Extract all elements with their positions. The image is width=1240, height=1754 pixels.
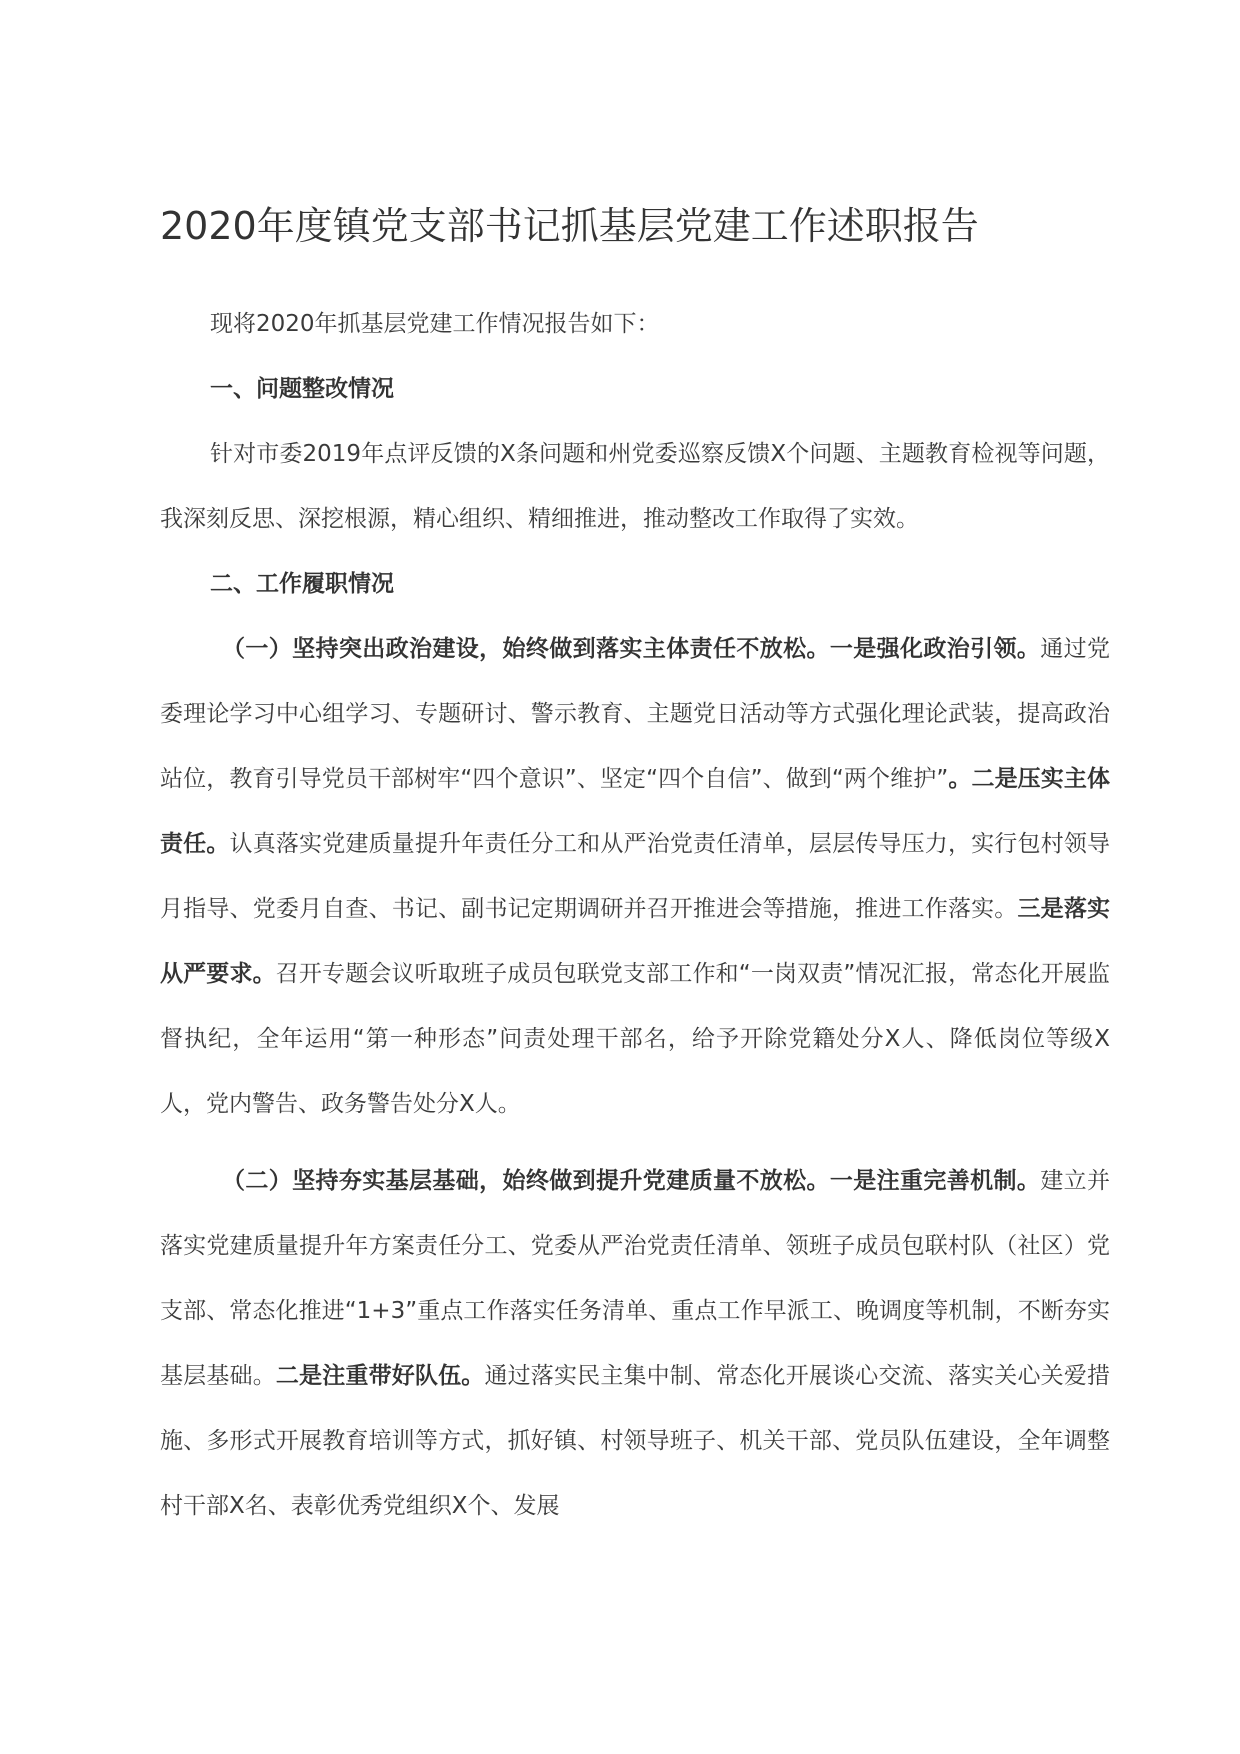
paragraph-text: 通过落实民主集中制、常态化开展谈心交流、落实关心关爱措施、多形式开展教育培训等方式，抓好镇、村领导班子、机关干部、党员队伍建设，全年调整村干部X名、表彰优秀党组织X个、发展	[160, 1363, 1111, 1519]
document-title: 2020年度镇党支部书记抓基层党建工作述职报告	[160, 204, 979, 248]
paragraph-bold-point: 。二是压实主体责任。	[160, 766, 1110, 857]
paragraph-text: 认真落实党建质量提升年责任分工和从严治党责任清单，层层传导压力，实行包村领导月指导、党委月自查、书记、副书记定期调研并召开推进会等措施，推进工作落实。	[160, 831, 1111, 922]
paragraph-lead-political: （一）坚持突出政治建设，始终做到落实主体责任不放松。一是强化政治引领。	[222, 636, 1041, 662]
section-body-problem-rectification: 针对市委2019年点评反馈的X条问题和州党委巡察反馈X个问题、主题教育检视等问题，我深刻反思、深挖根源，精心组织、精细推进，推动整改工作取得了实效。	[160, 441, 1110, 532]
paragraph-text: 建立并落实党建质量提升年方案责任分工、党委从严治党责任清单、领班子成员包联村队（社区）党支部、常态化推进“1+3”重点工作落实任务清单、重点工作早派工、晚调度等机制，不断夯实基层基础。	[160, 1168, 1111, 1389]
section-heading-duty-performance: 二、工作履职情况	[210, 571, 394, 597]
section-heading-problem-rectification: 一、问题整改情况	[210, 376, 394, 402]
paragraph-political-construction	[160, 617, 1110, 1137]
paragraph-text: 通过党委理论学习中心组学习、专题研讨、警示教育、主题党日活动等方式强化理论武装，提高政治站位，教育引导党员干部树牢“四个意识”、坚定“四个自信”、做到“两个维护”	[160, 636, 1111, 792]
paragraph-text: 召开专题会议听取班子成员包联党支部工作和“一岗双责”情况汇报，常态化开展监督执纪，全年运用“第一种形态”问责处理干部名，给予开除党籍处分X人、降低岗位等级X人，党内警告、政务警告处分X人。	[160, 961, 1111, 1117]
paragraph-bold-point: 二是注重带好队伍。	[275, 1363, 485, 1389]
paragraph-grassroots-foundation	[160, 1149, 1110, 1539]
paragraph-bold-point: 三是落实从严要求。	[160, 896, 1111, 987]
intro-paragraph: 现将2020年抓基层党建工作情况报告如下：	[210, 311, 660, 337]
document-page	[160, 196, 1110, 1539]
paragraph-lead-grassroots: （二）坚持夯实基层基础，始终做到提升党建质量不放松。一是注重完善机制。	[222, 1168, 1041, 1194]
